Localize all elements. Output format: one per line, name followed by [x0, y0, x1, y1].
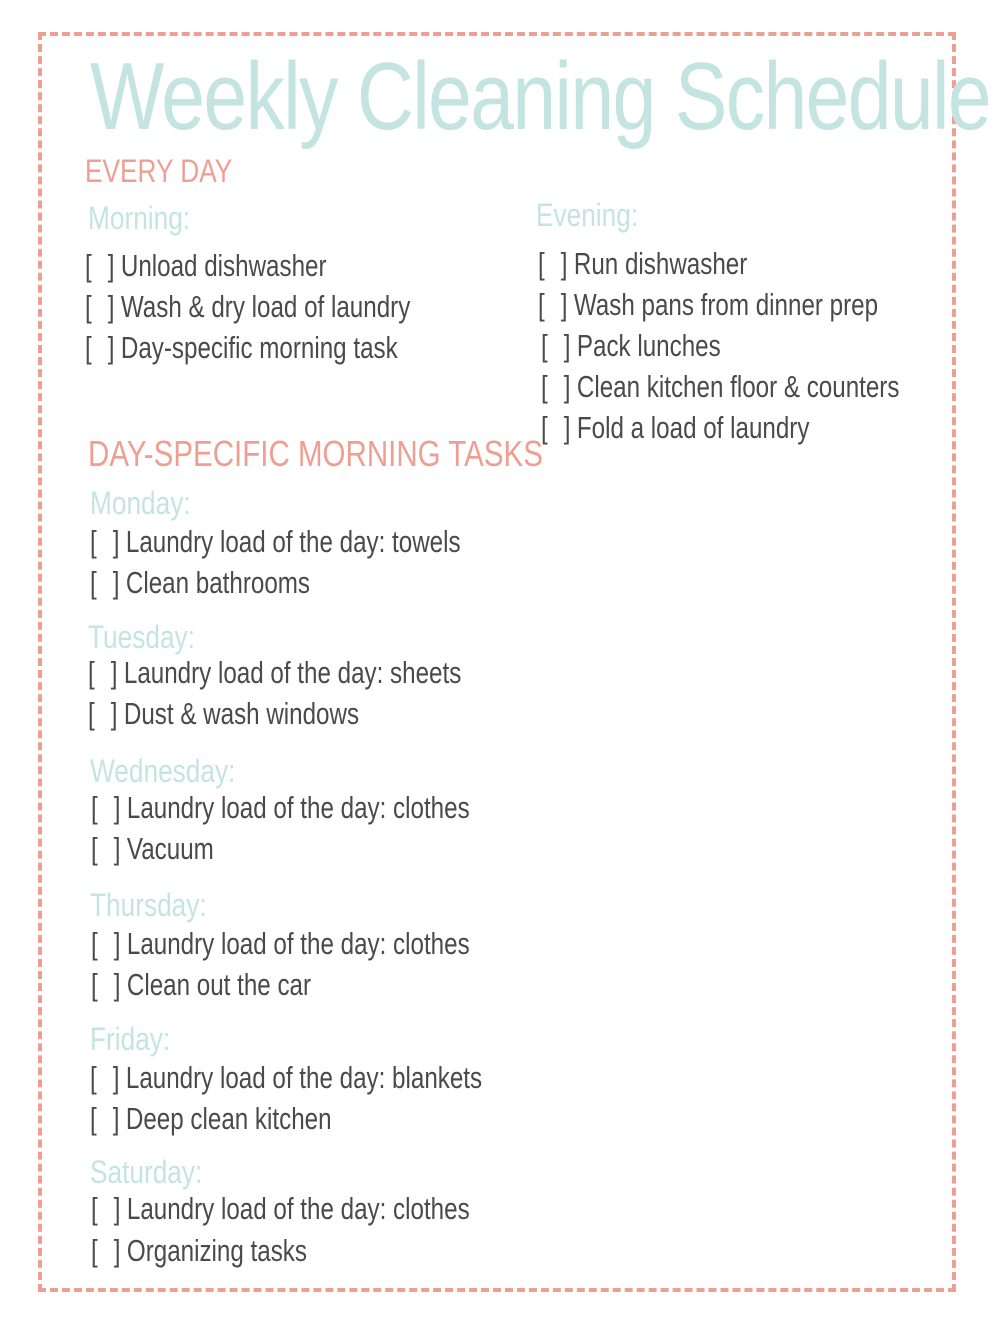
task-label: Laundry load of the day: towels: [125, 524, 461, 559]
task-label: Deep clean kitchen: [125, 1101, 332, 1136]
tuesday-label: Tuesday:: [88, 619, 195, 655]
task-label: Organizing tasks: [126, 1233, 307, 1268]
checkbox[interactable]: [ ]: [91, 1191, 126, 1226]
task-label: Laundry load of the day: clothes: [126, 926, 470, 961]
checkbox[interactable]: [ ]: [91, 1233, 126, 1268]
task-label: Vacuum: [126, 831, 214, 866]
task-label: Laundry load of the day: blankets: [125, 1060, 483, 1095]
page-title: Weekly Cleaning Schedule: [90, 43, 991, 150]
tuesday-task-item[interactable]: [88, 696, 359, 732]
checkbox[interactable]: [ ]: [538, 287, 573, 322]
evening-task-item[interactable]: [541, 369, 899, 405]
evening-task-item[interactable]: [538, 246, 747, 282]
checkbox[interactable]: [ ]: [91, 926, 126, 961]
checkbox[interactable]: [ ]: [91, 831, 126, 866]
wednesday-task-item[interactable]: [91, 831, 214, 867]
checkbox[interactable]: [ ]: [90, 565, 125, 600]
checkbox[interactable]: [ ]: [85, 248, 120, 283]
task-label: Fold a load of laundry: [576, 410, 810, 445]
checkbox[interactable]: [ ]: [85, 330, 120, 365]
checkbox[interactable]: [ ]: [541, 328, 576, 363]
checkbox[interactable]: [ ]: [91, 967, 126, 1002]
task-label: Laundry load of the day: sheets: [123, 655, 462, 690]
task-label: Dust & wash windows: [123, 696, 360, 731]
task-label: Laundry load of the day: clothes: [126, 790, 470, 825]
checkbox[interactable]: [ ]: [88, 655, 123, 690]
morning-label: Morning:: [88, 200, 191, 236]
morning-task-item[interactable]: [85, 289, 410, 325]
friday-label: Friday:: [90, 1021, 171, 1057]
evening-task-item[interactable]: [538, 287, 878, 323]
checkbox[interactable]: [ ]: [538, 246, 573, 281]
task-label: Wash & dry load of laundry: [120, 289, 411, 324]
evening-task-item[interactable]: [541, 410, 809, 446]
morning-task-item[interactable]: [85, 248, 327, 284]
saturday-task-item[interactable]: [91, 1191, 470, 1227]
checkbox[interactable]: [ ]: [90, 1060, 125, 1095]
task-label: Laundry load of the day: clothes: [126, 1191, 470, 1226]
every-day-heading: EVERY DAY: [85, 153, 233, 189]
tuesday-task-item[interactable]: [88, 655, 461, 691]
thursday-task-item[interactable]: [91, 926, 470, 962]
morning-task-item[interactable]: [85, 330, 398, 366]
task-label: Clean kitchen floor & counters: [576, 369, 900, 404]
monday-label: Monday:: [90, 485, 191, 521]
task-label: Unload dishwasher: [120, 248, 327, 283]
wednesday-task-item[interactable]: [91, 790, 470, 826]
wednesday-label: Wednesday:: [90, 753, 236, 789]
task-label: Clean bathrooms: [125, 565, 311, 600]
monday-task-item[interactable]: [90, 565, 310, 601]
evening-task-item[interactable]: [541, 328, 721, 364]
friday-task-item[interactable]: [90, 1060, 482, 1096]
evening-label: Evening:: [536, 197, 639, 233]
checkbox[interactable]: [ ]: [90, 524, 125, 559]
checkbox[interactable]: [ ]: [541, 410, 576, 445]
checkbox[interactable]: [ ]: [88, 696, 123, 731]
task-label: Clean out the car: [126, 967, 312, 1002]
saturday-label: Saturday:: [90, 1154, 203, 1190]
saturday-task-item[interactable]: [91, 1233, 307, 1269]
checkbox[interactable]: [ ]: [90, 1101, 125, 1136]
task-label: Wash pans from dinner prep: [573, 287, 879, 322]
checkbox[interactable]: [ ]: [541, 369, 576, 404]
day-specific-heading: DAY-SPECIFIC MORNING TASKS: [88, 433, 543, 474]
task-label: Pack lunches: [576, 328, 721, 363]
thursday-label: Thursday:: [90, 887, 207, 923]
checkbox[interactable]: [ ]: [91, 790, 126, 825]
checkbox[interactable]: [ ]: [85, 289, 120, 324]
monday-task-item[interactable]: [90, 524, 461, 560]
thursday-task-item[interactable]: [91, 967, 311, 1003]
task-label: Run dishwasher: [573, 246, 748, 281]
friday-task-item[interactable]: [90, 1101, 332, 1137]
task-label: Day-specific morning task: [120, 330, 398, 365]
